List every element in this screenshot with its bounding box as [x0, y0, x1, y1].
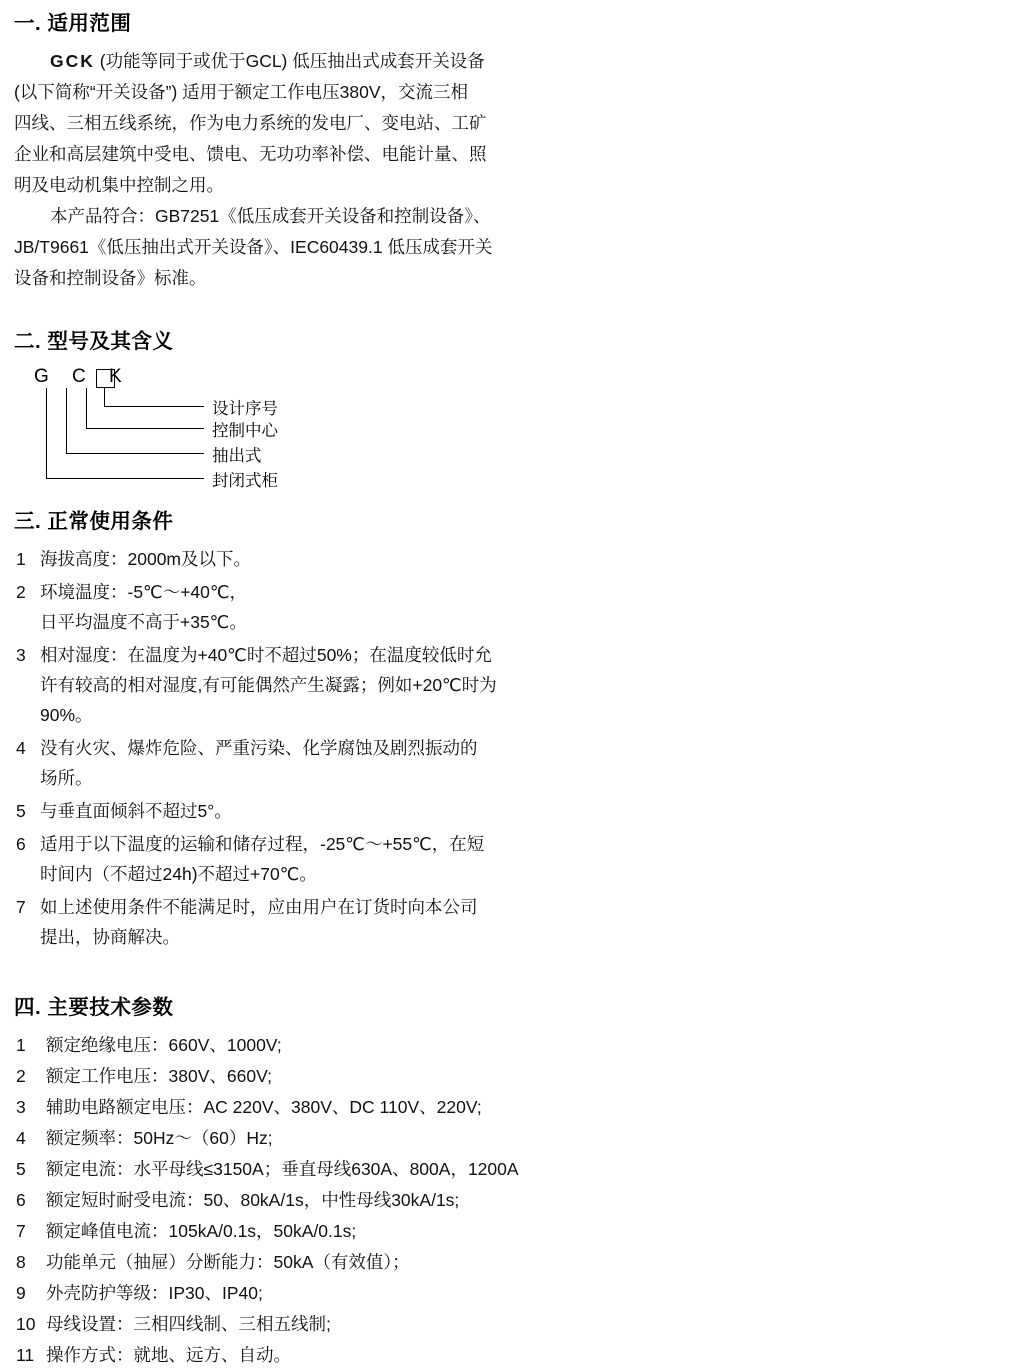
parameters-list [14, 1030, 975, 1370]
list-item-line: 母线设置：三相四线制、三相五线制; [46, 1314, 331, 1334]
list-item-line: 与垂直面倾斜不超过5°。 [40, 801, 232, 821]
section-model-designation [14, 324, 975, 490]
list-item-line: 额定电流：水平母线≤3150A；垂直母线630A、800A，1200A [46, 1159, 519, 1179]
list-item-line: 相对湿度：在温度为+40℃时不超过50%；在温度较低时允 [40, 645, 492, 665]
list-item-number: 7 [16, 897, 26, 917]
paragraph-line [14, 46, 975, 77]
paragraph-line: 本产品符合：GB7251《低压成套开关设备和控制设备》、 [50, 206, 491, 226]
leader-vertical-1 [104, 388, 105, 407]
list-item-number: 10 [16, 1314, 36, 1334]
leader-horizontal-3 [66, 453, 204, 454]
conditions-list [14, 544, 975, 952]
model-suffix-box [96, 369, 115, 388]
diagram-label-control-center: 控制中心 [212, 422, 278, 440]
leader-horizontal-2 [86, 428, 204, 429]
list-item-line: 时间内（不超过24h)不超过+70℃。 [40, 864, 317, 884]
paragraph-line: 四线、三相五线系统，作为电力系统的发电厂、变电站、工矿 [14, 113, 487, 133]
list-item-number: 4 [16, 1128, 26, 1148]
model-designation-diagram [14, 366, 975, 490]
list-item-line: 许有较高的相对湿度,有可能偶然产生凝露；例如+20℃时为 [40, 675, 497, 695]
list-item-line: 海拔高度：2000m及以下。 [40, 549, 252, 569]
list-item [14, 796, 975, 826]
list-item-line: 没有火灾、爆炸危险、严重污染、化学腐蚀及剧烈振动的 [40, 738, 478, 758]
diagram-label-withdrawable: 抽出式 [212, 447, 262, 465]
list-item-number: 4 [16, 738, 26, 758]
list-item-line: 额定频率：50Hz～（60）Hz; [46, 1128, 273, 1148]
list-item-number: 6 [16, 834, 26, 854]
list-item [14, 1123, 975, 1153]
model-letters: G C K [34, 366, 131, 387]
leader-vertical-2 [86, 388, 87, 429]
list-item [14, 640, 975, 730]
list-item [14, 1309, 975, 1339]
section-heading-model: 二. 型号及其含义 [14, 330, 174, 353]
list-item-number: 3 [16, 1097, 26, 1117]
list-item-line: 功能单元（抽屉）分断能力：50kA（有效值）； [46, 1252, 410, 1272]
diagram-label-enclosed-cabinet: 封闭式柜 [212, 472, 278, 490]
list-item [14, 1030, 975, 1060]
list-item-line: 辅助电路额定电压：AC 220V、380V、DC 110V、220V; [46, 1097, 482, 1117]
list-item-number: 11 [16, 1345, 35, 1365]
model-name-gck: GCK [50, 51, 95, 71]
list-item [14, 1092, 975, 1122]
paragraph-line: (以下简称“开关设备”) 适用于额定工作电压380V，交流三相 [14, 82, 469, 102]
list-item-line: 外壳防护等级：IP30、IP40; [46, 1283, 263, 1303]
leader-vertical-3 [66, 388, 67, 454]
section-heading-parameters: 四. 主要技术参数 [14, 996, 174, 1019]
list-item [14, 1185, 975, 1215]
list-item [14, 544, 975, 574]
list-item-number: 9 [16, 1283, 26, 1303]
leader-vertical-4 [46, 388, 47, 479]
list-item [14, 829, 975, 889]
paragraph-line: 企业和高层建筑中受电、馈电、无功功率补偿、电能计量、照 [14, 144, 487, 164]
list-item [14, 1278, 975, 1308]
list-item-line: 环境温度：-5℃～+40℃， [40, 582, 248, 602]
list-item-line: 场所。 [40, 768, 93, 788]
list-item-number: 3 [16, 645, 26, 665]
list-item [14, 892, 975, 952]
list-item-number: 1 [16, 549, 26, 569]
section-service-conditions [14, 504, 975, 952]
list-item [14, 577, 975, 637]
list-item [14, 1154, 975, 1184]
list-item-line: 额定短时耐受电流：50、80kA/1s，中性母线30kA/1s; [46, 1190, 460, 1210]
list-item-line: 90%。 [40, 705, 93, 725]
list-item [14, 1247, 975, 1277]
list-item-line: 额定工作电压：380V、660V; [46, 1066, 272, 1086]
list-item-line: 适用于以下温度的运输和储存过程，-25℃～+55℃，在短 [40, 834, 485, 854]
section-heading-conditions: 三. 正常使用条件 [14, 510, 174, 533]
diagram-label-design-serial: 设计序号 [212, 400, 278, 418]
leader-horizontal-4 [46, 478, 204, 479]
paragraph-line: 明及电动机集中控制之用。 [14, 175, 224, 195]
section-heading-scope: 一. 适用范围 [14, 12, 132, 35]
list-item-line: 额定峰值电流：105kA/0.1s，50kA/0.1s; [46, 1221, 357, 1241]
list-item [14, 1216, 975, 1246]
leader-horizontal-1 [104, 406, 204, 407]
list-item-number: 2 [16, 1066, 26, 1086]
list-item-number: 5 [16, 1159, 26, 1179]
paragraph-text: (功能等同于或优于GCL) 低压抽出式成套开关设备 [94, 51, 485, 71]
list-item-line: 日平均温度不高于+35℃。 [40, 612, 247, 632]
list-item-number: 6 [16, 1190, 26, 1210]
list-item-number: 2 [16, 582, 26, 602]
list-item-number: 1 [16, 1035, 26, 1055]
list-item [14, 1061, 975, 1091]
list-item-line: 操作方式：就地、远方、自动。 [46, 1345, 291, 1365]
list-item [14, 733, 975, 793]
list-item-number: 8 [16, 1252, 26, 1272]
list-item-number: 7 [16, 1221, 26, 1241]
section-scope [14, 6, 975, 294]
list-item-line: 如上述使用条件不能满足时，应由用户在订货时向本公司 [40, 897, 478, 917]
list-item-number: 5 [16, 801, 26, 821]
list-item-line: 额定绝缘电压：660V、1000V; [46, 1035, 282, 1055]
list-item [14, 1340, 975, 1370]
section-technical-parameters [14, 990, 975, 1370]
paragraph-line: 设备和控制设备》标准。 [14, 268, 207, 288]
paragraph-line: JB/T9661《低压抽出式开关设备》、IEC60439.1 低压成套开关 [14, 237, 493, 257]
list-item-line: 提出，协商解决。 [40, 927, 180, 947]
